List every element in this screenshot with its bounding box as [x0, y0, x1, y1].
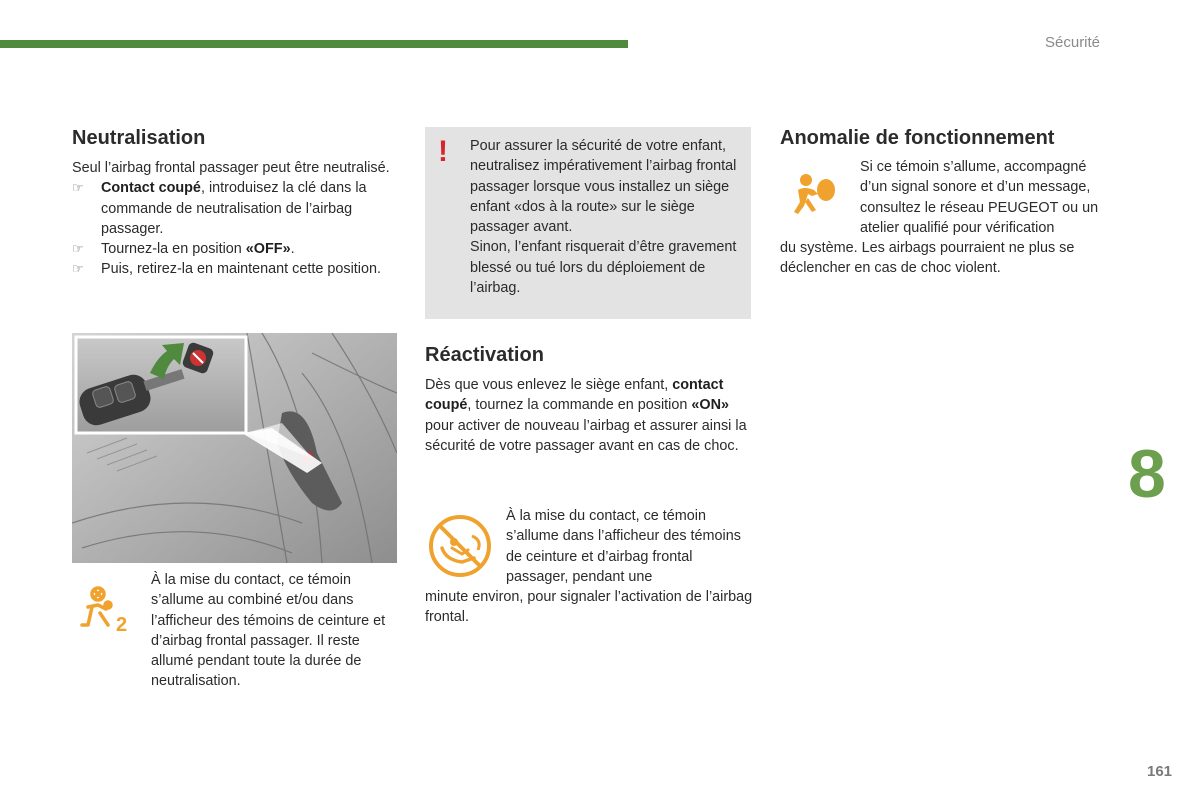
step-text: Tournez-la en position [101, 241, 246, 258]
step-item [72, 239, 397, 259]
reactivation-bold: «ON» [691, 397, 729, 414]
reactivation-paragraph [425, 375, 755, 456]
reactivation-text: Dès que vous enlevez le siège enfant, [425, 377, 673, 393]
reactivation-bold: contact coupé [425, 377, 724, 414]
exclamation-icon: ! [438, 135, 448, 168]
reactivation-text: pour activer de nouveau l’airbag et assurer ainsi la sécurité de votre passager avant en cas de choc. [425, 417, 747, 454]
neutralisation-steps [72, 178, 397, 279]
pointing-hand-icon: ☞ [72, 180, 84, 196]
child-seat-warning-box [425, 127, 751, 319]
page-number: 161 [1147, 763, 1173, 780]
step-text: , introduisez la clé dans la commande de neutralisation de l’airbag passager. [101, 180, 367, 237]
reactivation-section [425, 344, 755, 456]
step-item [72, 259, 397, 279]
step-bold: Contact coupé [101, 180, 201, 197]
warning-paragraph: Sinon, l’enfant risquerait d’être gravement blessé ou tué lors du déploiement de l’airbag. [470, 239, 737, 297]
pointing-hand-icon: ☞ [72, 241, 84, 257]
step-bold: «OFF» [245, 241, 291, 258]
top-accent-bar [0, 40, 628, 48]
anomalie-text: du système. Les airbags pourraient ne plus se déclencher en cas de choc violent. [780, 240, 1075, 277]
warning-text [470, 136, 750, 298]
step-text: . [290, 241, 295, 258]
step-item [72, 178, 397, 239]
note-text: À la mise du contact, ce témoin s’allume dans l’afficheur des témoins de ceinture et d’airbag frontal passager, pendant une [506, 508, 741, 585]
reactivation-lamp-note [425, 506, 755, 628]
chapter-number: 8 [1128, 436, 1166, 512]
neutralisation-section [72, 127, 397, 280]
airbag-fault-icon [790, 172, 838, 216]
airbag-switch-illustration [72, 333, 397, 563]
neutralisation-lamp-note: À la mise du contact, ce témoin s’allume au combiné et/ou dans l’afficheur des témoins de ceinture et d’airbag frontal passager. Il reste allumé pendant toute la durée de neutralisation. [151, 572, 386, 690]
airbag-off-lamp-icon [78, 585, 133, 635]
neutralisation-heading: Neutralisation [72, 127, 206, 149]
step-text: Puis, retirez-la en maintenant cette position. [101, 261, 381, 278]
note-text: minute environ, pour signaler l’activation de l’airbag frontal. [425, 589, 753, 626]
anomalie-text: Si ce témoin s’allume, accompagné d’un signal sonore et d’un message, consultez le réseau PEUGEOT ou un atelier qualifié pour vérification [860, 159, 1099, 236]
pointing-hand-icon: ☞ [72, 261, 84, 277]
section-title: Sécurité [1045, 34, 1101, 51]
svg-text:2: 2 [116, 614, 128, 635]
reactivation-text: , tournez la commande en position [467, 397, 692, 414]
reactivation-heading: Réactivation [425, 344, 544, 366]
neutralisation-intro: Seul l’airbag frontal passager peut être neutralisé. [72, 160, 390, 176]
anomalie-heading: Anomalie de fonctionnement [780, 127, 1055, 149]
warning-paragraph: Pour assurer la sécurité de votre enfant, neutralisez impérativement l’airbag frontal passager lorsque vous installez un siège enfant «dos à la route» sur le siège passager avant. [470, 138, 737, 236]
